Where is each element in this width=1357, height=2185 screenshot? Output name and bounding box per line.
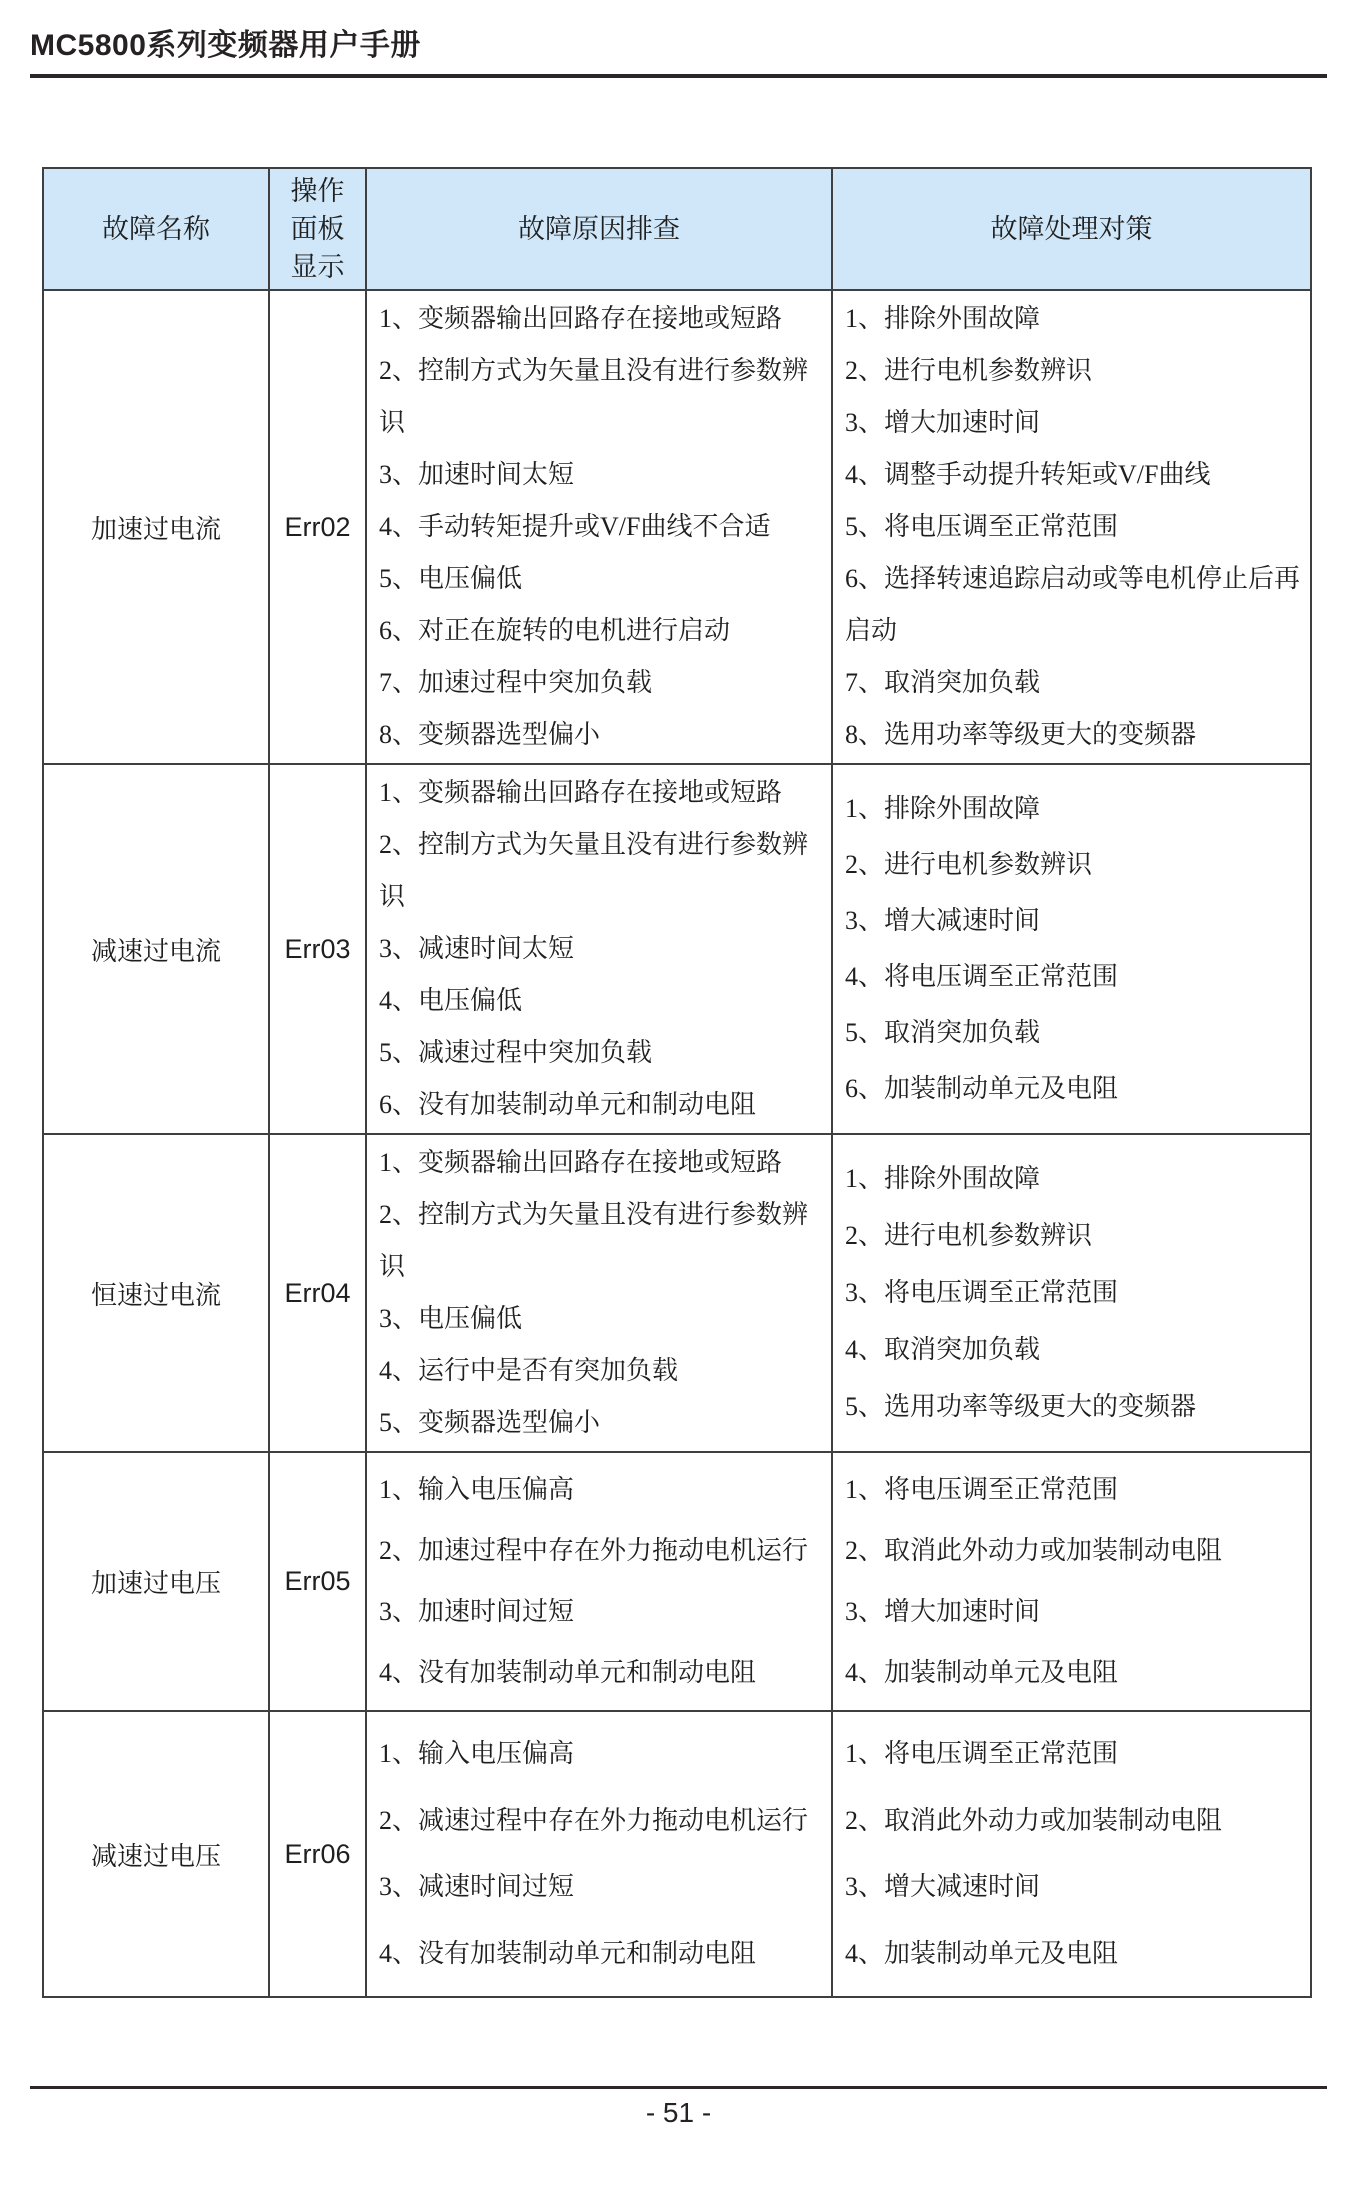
cause-item: 6、没有加装制动单元和制动电阻 [379, 1090, 757, 1119]
solution-item: 3、将电压调至正常范围 [845, 1277, 1119, 1307]
solution-item: 1、将电压调至正常范围 [845, 1475, 1119, 1504]
cause-item: 2、加速过程中存在外力拖动电机运行 [379, 1536, 809, 1565]
solution-list [845, 779, 1304, 1119]
solution-item: 2、进行电机参数辨识 [845, 850, 1093, 879]
solution-item: 8、选用功率等级更大的变频器 [845, 720, 1197, 749]
solution-item: 1、排除外围故障 [845, 304, 1041, 333]
cause-item: 3、加速时间过短 [379, 1597, 575, 1626]
solution-item: 3、增大减速时间 [845, 906, 1041, 935]
page-footer [30, 2086, 1327, 2129]
cause-list [379, 767, 825, 1131]
cause-item: 8、变频器选型偏小 [379, 720, 601, 749]
panel-display-cell: Err05 [269, 1452, 366, 1711]
page-title: MC5800系列变频器用户手册 [30, 29, 421, 62]
solution-item: 3、增大加速时间 [845, 408, 1041, 437]
panel-display-cell: Err06 [269, 1711, 366, 1997]
cause-item: 3、减速时间太短 [379, 934, 575, 963]
fault-table-header [43, 168, 1311, 290]
fault-name-cell: 减速过电压 [43, 1711, 269, 1997]
solution-list [845, 1714, 1304, 1994]
solution-item: 1、将电压调至正常范围 [845, 1739, 1119, 1769]
cause-item: 4、运行中是否有突加负载 [379, 1356, 679, 1385]
solution-item: 6、选择转速追踪启动或等电机停止后再启动 [845, 564, 1301, 645]
solution-item: 3、增大加速时间 [845, 1597, 1041, 1626]
panel-display-cell: Err02 [269, 290, 366, 764]
fault-table-row [43, 290, 1311, 764]
fault-table [42, 167, 1312, 1998]
panel-display-cell: Err03 [269, 764, 366, 1134]
page-number: - 51 - [645, 2097, 712, 2128]
cause-item: 1、变频器输出回路存在接地或短路 [379, 304, 783, 333]
solution-item: 7、取消突加负载 [845, 668, 1041, 697]
cause-item: 1、输入电压偏高 [379, 1739, 575, 1769]
fault-table-body [43, 290, 1311, 1997]
fault-name-cell: 减速过电流 [43, 764, 269, 1134]
solution-item: 4、调整手动提升转矩或V/F曲线 [845, 460, 1211, 489]
column-header-fault-name: 故障名称 [43, 168, 269, 290]
cause-item: 5、减速过程中突加负载 [379, 1038, 653, 1067]
solution-item: 1、排除外围故障 [845, 1164, 1041, 1194]
fault-name-cell: 恒速过电流 [43, 1134, 269, 1452]
solution-item: 2、取消此外动力或加装制动电阻 [845, 1536, 1223, 1565]
solution-item: 2、进行电机参数辨识 [845, 1221, 1093, 1251]
cause-item: 5、变频器选型偏小 [379, 1408, 601, 1437]
column-header-panel-display: 操作面板显示 [269, 168, 366, 290]
cause-list [379, 1137, 825, 1449]
solution-item: 2、进行电机参数辨识 [845, 356, 1093, 385]
fault-table-row [43, 1711, 1311, 1997]
solution-item: 4、将电压调至正常范围 [845, 962, 1119, 991]
column-header-causes: 故障原因排查 [366, 168, 832, 290]
solution-item: 6、加装制动单元及电阻 [845, 1074, 1119, 1103]
cause-item: 2、控制方式为矢量且没有进行参数辨识 [379, 356, 809, 437]
cause-item: 3、加速时间太短 [379, 460, 575, 489]
solution-item: 5、将电压调至正常范围 [845, 512, 1119, 541]
cause-item: 7、加速过程中突加负载 [379, 668, 653, 697]
fault-table-row [43, 1452, 1311, 1711]
fault-name-cell: 加速过电流 [43, 290, 269, 764]
cause-item: 1、变频器输出回路存在接地或短路 [379, 1148, 783, 1177]
panel-display-cell: Err04 [269, 1134, 366, 1452]
cause-item: 4、电压偏低 [379, 986, 523, 1015]
cause-item: 6、对正在旋转的电机进行启动 [379, 616, 731, 645]
page-header [30, 20, 1327, 78]
cause-item: 1、输入电压偏高 [379, 1475, 575, 1504]
header-divider [30, 74, 1327, 78]
solution-list [845, 293, 1304, 761]
solution-item: 1、排除外围故障 [845, 794, 1041, 823]
fault-table-row [43, 1134, 1311, 1452]
solution-item: 2、取消此外动力或加装制动电阻 [845, 1805, 1223, 1835]
cause-item: 3、减速时间过短 [379, 1872, 575, 1902]
cause-item: 2、控制方式为矢量且没有进行参数辨识 [379, 1200, 809, 1281]
cause-item: 5、电压偏低 [379, 564, 523, 593]
cause-item: 1、变频器输出回路存在接地或短路 [379, 778, 783, 807]
cause-list [379, 1455, 825, 1708]
cause-item: 4、没有加装制动单元和制动电阻 [379, 1658, 757, 1687]
solution-item: 5、选用功率等级更大的变频器 [845, 1391, 1197, 1421]
cause-item: 4、手动转矩提升或V/F曲线不合适 [379, 512, 771, 541]
solution-item: 4、取消突加负载 [845, 1334, 1041, 1364]
solution-item: 3、增大减速时间 [845, 1872, 1041, 1902]
solution-list [845, 1149, 1304, 1438]
cause-item: 4、没有加装制动单元和制动电阻 [379, 1938, 757, 1968]
cause-item: 2、控制方式为矢量且没有进行参数辨识 [379, 830, 809, 911]
solution-list [845, 1455, 1304, 1708]
solution-item: 4、加装制动单元及电阻 [845, 1938, 1119, 1968]
cause-list [379, 1714, 825, 1994]
cause-list [379, 293, 825, 761]
cause-item: 3、电压偏低 [379, 1304, 523, 1333]
header-row [43, 168, 1311, 290]
fault-name-cell: 加速过电压 [43, 1452, 269, 1711]
solution-item: 4、加装制动单元及电阻 [845, 1658, 1119, 1687]
column-header-solutions: 故障处理对策 [832, 168, 1311, 290]
fault-table-row [43, 764, 1311, 1134]
cause-item: 2、减速过程中存在外力拖动电机运行 [379, 1805, 809, 1835]
solution-item: 5、取消突加负载 [845, 1018, 1041, 1047]
